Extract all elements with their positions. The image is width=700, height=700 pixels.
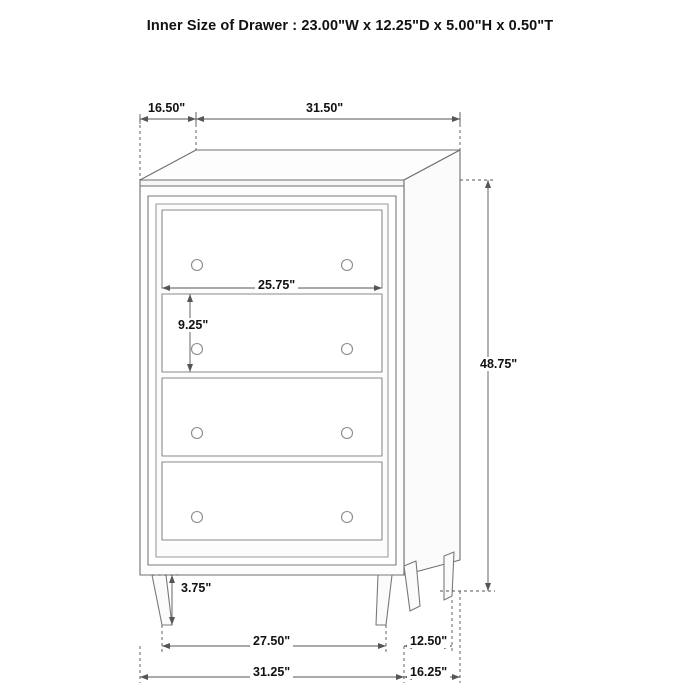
- arrow-leg-top: [169, 575, 175, 583]
- drawer-knob-3-left: [192, 428, 203, 439]
- arrow-top-a: [140, 116, 148, 122]
- arrow-top-b: [188, 116, 196, 122]
- dim-label-leg-height: 3.75": [178, 581, 214, 595]
- chest-body: [140, 150, 460, 625]
- dim-label-width-top: 31.50": [303, 101, 346, 115]
- dim-label-drawer-height: 9.25": [175, 318, 211, 332]
- chest-top-edge: [140, 180, 404, 186]
- drawer-knob-4-right: [342, 512, 353, 523]
- arrow-height-bottom: [485, 583, 491, 591]
- chest-side-panel: [404, 150, 460, 575]
- drawer-front-3: [162, 378, 382, 456]
- arrow-bi-right: [378, 643, 386, 649]
- arrow-height-top: [485, 180, 491, 188]
- drawer-front-1: [162, 210, 382, 288]
- drawer-knob-4-left: [192, 512, 203, 523]
- arrow-top-c: [196, 116, 204, 122]
- drawer-front-4: [162, 462, 382, 540]
- arrow-bdo-right: [452, 674, 460, 680]
- dim-label-base-width-inner: 27.50": [250, 634, 293, 648]
- arrow-bo-left: [140, 674, 148, 680]
- leg-back-left: [444, 552, 454, 600]
- dim-label-total-height: 48.75": [477, 357, 520, 371]
- arrow-top-d: [452, 116, 460, 122]
- dim-label-drawer-width: 25.75": [255, 278, 298, 292]
- drawer-knob-2-right: [342, 344, 353, 355]
- drawer-front-2: [162, 294, 382, 372]
- drawer-knob-1-right: [342, 260, 353, 271]
- dim-label-depth-top: 16.50": [145, 101, 188, 115]
- dim-label-base-depth-outer: 16.25": [407, 665, 450, 679]
- leg-front-right: [376, 575, 392, 625]
- drawer-knob-1-left: [192, 260, 203, 271]
- dim-label-base-width-outer: 31.25": [250, 665, 293, 679]
- leg-front-left: [152, 575, 172, 625]
- drawer-knob-2-left: [192, 344, 203, 355]
- arrow-bo-right: [396, 674, 404, 680]
- page-title: Inner Size of Drawer : 23.00"W x 12.25"D x 5.00"H x 0.50"T: [146, 18, 554, 34]
- arrow-bi-left: [162, 643, 170, 649]
- dim-label-base-depth-inner: 12.50": [407, 634, 450, 648]
- drawer-knob-3-right: [342, 428, 353, 439]
